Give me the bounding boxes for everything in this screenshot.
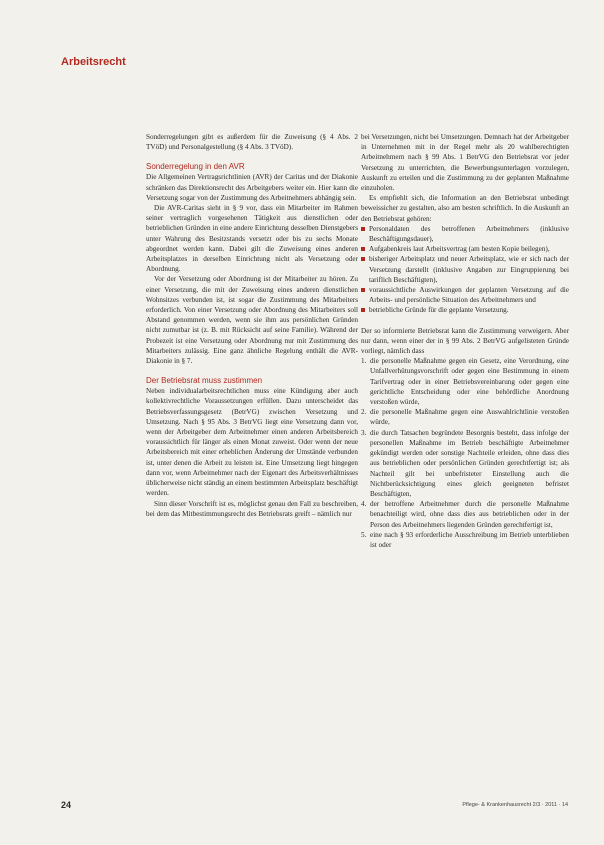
numbered-list xyxy=(361,356,569,550)
footer-source: Pflege- & Krankenhausrecht 2/3 · 2011 · 14 xyxy=(462,802,568,808)
list-item: Personaldaten des betroffenen Arbeitnehmers (inklusive Beschäftigungsdauer), xyxy=(361,224,569,244)
list-item: 2. die personelle Maßnahme gegen eine Auswahlrichtlinie verstoßen würde, xyxy=(361,408,569,427)
paragraph: Sinn dieser Vorschrift ist es, möglichst genau den Fall zu beschreiben, bei dem das Mitbestimmungsrecht des Betriebsrats greift – nämlich nur xyxy=(146,499,358,518)
paragraph: Der so informierte Betriebsrat kann die Zustimmung verweigern. Aber nur dann, wenn einer der in § 99 Abs. 2 BetrVG aufgelisteten Gründe vorliegt, nämlich dass xyxy=(361,326,569,356)
paragraph: Es empfiehlt sich, die Information an den Betriebsrat unbedingt beweissicher zu gestalten, also am besten schriftlich. In die Auskunft an den Betriebsrat gehören: xyxy=(361,194,569,223)
right-column xyxy=(361,132,569,550)
list-item: 4. der betroffene Arbeitnehmer durch die personelle Maßnahme benachteiligt wird, ohne dass dies aus betrieblichen oder in der Person des Arbeitnehmers liegenden Gründen gerechtfertigt ist, xyxy=(361,500,569,529)
bullet-list xyxy=(361,224,569,316)
list-item: voraussichtliche Auswirkungen der geplanten Versetzung auf die Arbeits- und persönliche Situation des Arbeitnehmers und xyxy=(361,285,569,305)
subheading: Der Betriebsrat muss zustimmen xyxy=(146,376,263,386)
left-column xyxy=(146,132,358,519)
paragraph: Die AVR-Caritas sieht in § 9 vor, dass ein Mitarbeiter im Rahmen seiner vertraglich vorgesehenen Tätigkeit aus dienstlichen oder betrieblichen Gründen in eine andere Einrichtung desselben Dienstgebers unter Wahrung des Besitzstands versetzt oder bis zu sechs Monate abgeordnet werden kann. Dabei gilt die Zuweisung eines anderen Arbeitsplatzes in derselben Einrichtung nicht als Versetzung oder Abordnung. xyxy=(146,204,358,274)
list-item: 3. die durch Tatsachen begründete Besorgnis besteht, dass infolge der personellen Maßnahme im Betrieb beschäftigte Arbeitnehmer gekündigt werden oder sonstige Nachteile erleiden, ohne dass dies aus betrieblichen oder persönlichen Gründen gerechtfertigt ist; als Nachteil gilt bei unbefristeter Einstellung auch die Nichtberücksichtigung eines gleich geeigneten befristet Beschäftigten, xyxy=(361,428,569,498)
page-number: 24 xyxy=(61,800,72,810)
list-item: betriebliche Gründe für die geplante Versetzung. xyxy=(361,305,569,315)
list-item: 5. eine nach § 93 erforderliche Ausschreibung im Betrieb unterblieben ist oder xyxy=(361,530,569,549)
list-item: 1. die personelle Maßnahme gegen ein Gesetz, eine Verordnung, eine Unfallverhütungsvorschrift oder gegen eine Bestimmung in einem Tarifvertrag oder in einer Betriebsvereinbarung oder gegen eine gerichtliche Entscheidung oder eine behördliche Anordnung verstoßen würde, xyxy=(361,357,569,407)
section-title: Arbeitsrecht xyxy=(61,56,126,68)
paragraph: Sonderregelungen gibt es außerdem für die Zuweisung (§ 4 Abs. 2 TVöD) und Personalgestellung (§ 4 Abs. 3 TVöD). xyxy=(146,133,358,152)
paragraph: Vor der Versetzung oder Abordnung ist der Mitarbeiter zu hören. Zu einer Versetzung, die mit der Zuweisung eines anderen dienstlichen Wohnsitzes verbunden ist, ist sogar die Zustimmung des Mitarbeiters erforderlich. Von einer Versetzung oder Abordnung des Mitarbeiters soll Abstand genommen werden, wenn sie ihm aus persönlichen Gründen nicht zumutbar ist (z. B. mit Rücksicht auf seine Familie). Während der Probezeit ist eine Versetzung oder Abordnung nur mit Zustimmung des Mitarbeiters zulässig. Eine ganz ähnliche Regelung enthält die AVR-Diakonie in § 7. xyxy=(146,275,358,366)
list-item: bisheriger Arbeitsplatz und neuer Arbeitsplatz, wie er sich nach der Versetzung darstellt (inklusive Angaben zur Eingruppierung bei tariflich Beschäftigten), xyxy=(361,254,569,285)
paragraph: Neben individualarbeitsrechtlichen muss eine Kündigung aber auch kollektivrechtliche Voraussetzungen erfüllen. Dazu unterscheidet das Betriebsverfassungsgesetz (BetrVG) zwischen Versetzung und Umsetzung. Nach § 95 Abs. 3 BetrVG liegt eine Versetzung dann vor, wenn der Arbeitgeber dem Arbeitnehmer einen anderen Arbeitsbereich voraussichtlich für länger als einen Monat zuweist. Oder wenn der neue Arbeitsbereich mit einer erheblichen Änderung der Umstände verbunden ist, unter denen die Arbeit zu leisten ist. Eine Umsetzung liegt hingegen dann vor, wenn Arbeitnehmer nach der Eigenart des Arbeitsverhältnisses üblicherweise nicht ständig an einem bestimmten Arbeitsplatz beschäftigt werden. xyxy=(146,387,358,498)
subheading: Sonderregelung in den AVR xyxy=(146,162,245,172)
list-item: Aufgabenkreis laut Arbeitsvertrag (am besten Kopie beilegen), xyxy=(361,244,569,254)
paragraph: Die Allgemeinen Vertragsrichtlinien (AVR) der Caritas und der Diakonie schränken das Direktionsrecht des Arbeitgebers weiter ein. Hier kann die Versetzung sogar von der Zustimmung des Arbeitnehmers abhängig sein. xyxy=(146,173,358,202)
paragraph: bei Versetzungen, nicht bei Umsetzungen. Demnach hat der Arbeitgeber in Unternehmen mit in der Regel mehr als 20 wahlberechtigten Arbeitnehmern nach § 99 Abs. 1 BetrVG den Betriebsrat vor jeder Versetzung zu unterrichten, die Bewerbungsunterlagen vorzulegen, Auskunft zu erteilen und die Zustimmung zu der geplanten Maßnahme einzuholen. xyxy=(361,133,569,193)
